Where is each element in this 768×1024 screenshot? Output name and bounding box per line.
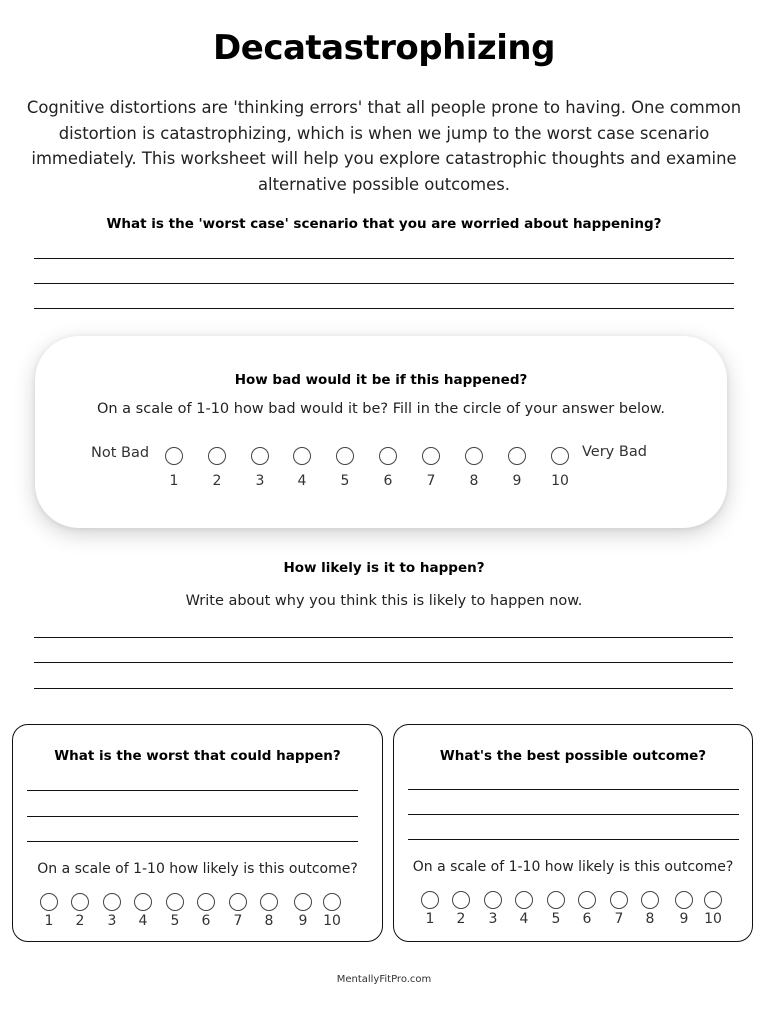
worst-case-answer-line-1[interactable] [34, 258, 734, 259]
worst-outcome-line-3[interactable] [27, 841, 358, 842]
how-bad-option-4-number: 4 [297, 473, 307, 489]
how-likely-answer-line-3[interactable] [34, 688, 733, 689]
best-outcome-option-3-number: 3 [488, 911, 498, 927]
worst-outcome-option-7-number: 7 [233, 913, 243, 929]
best-outcome-option-8-circle[interactable] [641, 891, 659, 909]
how-bad-card [35, 336, 727, 528]
not-bad-label: Not Bad [91, 445, 150, 461]
how-likely-question: How likely is it to happen? [283, 560, 485, 576]
best-outcome-option-4-number: 4 [519, 911, 529, 927]
how-bad-option-5-number: 5 [340, 473, 350, 489]
worst-outcome-option-9-number: 9 [298, 913, 308, 929]
how-bad-option-10-number: 10 [551, 473, 569, 489]
best-outcome-option-3-circle[interactable] [484, 891, 502, 909]
best-outcome-line-2[interactable] [408, 814, 739, 815]
how-bad-option-1-circle[interactable] [165, 447, 183, 465]
worst-outcome-line-2[interactable] [27, 816, 358, 817]
best-outcome-option-5-circle[interactable] [547, 891, 565, 909]
best-outcome-option-4-circle[interactable] [515, 891, 533, 909]
worst-case-question: What is the 'worst case' scenario that you are worried about happening? [106, 216, 662, 232]
worst-outcome-option-6-circle[interactable] [197, 893, 215, 911]
very-bad-label: Very Bad [582, 444, 647, 460]
how-likely-instruction: Write about why you think this is likely to happen now. [185, 593, 583, 609]
worst-outcome-option-5-number: 5 [170, 913, 180, 929]
how-bad-option-3-number: 3 [255, 473, 265, 489]
how-bad-option-4-circle[interactable] [293, 447, 311, 465]
worst-outcome-scale-prompt: On a scale of 1-10 how likely is this outcome? [37, 861, 358, 877]
worst-outcome-option-1-circle[interactable] [40, 893, 58, 911]
how-bad-option-10-circle[interactable] [551, 447, 569, 465]
worst-outcome-option-2-number: 2 [75, 913, 85, 929]
how-bad-question: How bad would it be if this happened? [234, 372, 528, 388]
how-bad-option-9-number: 9 [512, 473, 522, 489]
worst-outcome-option-6-number: 6 [201, 913, 211, 929]
how-bad-option-9-circle[interactable] [508, 447, 526, 465]
best-outcome-option-9-number: 9 [679, 911, 689, 927]
how-likely-answer-line-1[interactable] [34, 637, 733, 638]
how-bad-option-1-number: 1 [169, 473, 179, 489]
how-bad-option-8-circle[interactable] [465, 447, 483, 465]
how-bad-option-8-number: 8 [469, 473, 479, 489]
how-bad-option-3-circle[interactable] [251, 447, 269, 465]
how-bad-option-6-number: 6 [383, 473, 393, 489]
page-title: Decatastrophizing [213, 28, 555, 68]
worst-outcome-option-7-circle[interactable] [229, 893, 247, 911]
how-bad-option-6-circle[interactable] [379, 447, 397, 465]
best-outcome-option-2-number: 2 [456, 911, 466, 927]
worst-outcome-option-2-circle[interactable] [71, 893, 89, 911]
worst-outcome-option-4-circle[interactable] [134, 893, 152, 911]
best-outcome-option-6-number: 6 [582, 911, 592, 927]
best-outcome-option-5-number: 5 [551, 911, 561, 927]
best-outcome-option-7-number: 7 [614, 911, 624, 927]
worst-outcome-option-4-number: 4 [138, 913, 148, 929]
how-bad-option-2-circle[interactable] [208, 447, 226, 465]
worst-outcome-option-10-number: 10 [323, 913, 341, 929]
worst-outcome-option-3-number: 3 [107, 913, 117, 929]
best-outcome-option-10-number: 10 [704, 911, 722, 927]
best-outcome-line-1[interactable] [408, 789, 739, 790]
best-outcome-option-9-circle[interactable] [675, 891, 693, 909]
worst-outcome-option-5-circle[interactable] [166, 893, 184, 911]
worst-case-answer-line-2[interactable] [34, 283, 734, 284]
best-outcome-option-6-circle[interactable] [578, 891, 596, 909]
how-bad-option-2-number: 2 [212, 473, 222, 489]
footer-url: MentallyFitPro.com [336, 974, 432, 985]
best-outcome-option-7-circle[interactable] [610, 891, 628, 909]
how-likely-answer-line-2[interactable] [34, 662, 733, 663]
worst-case-answer-line-3[interactable] [34, 308, 734, 309]
how-bad-option-7-number: 7 [426, 473, 436, 489]
worst-outcome-line-1[interactable] [27, 790, 358, 791]
best-outcome-line-3[interactable] [408, 839, 739, 840]
best-outcome-option-1-number: 1 [425, 911, 435, 927]
worst-outcome-option-3-circle[interactable] [103, 893, 121, 911]
best-outcome-option-8-number: 8 [645, 911, 655, 927]
worst-outcome-option-1-number: 1 [44, 913, 54, 929]
worst-outcome-option-8-circle[interactable] [260, 893, 278, 911]
how-bad-instruction: On a scale of 1-10 how bad would it be? Fill in the circle of your answer below. [96, 401, 666, 417]
best-outcome-option-1-circle[interactable] [421, 891, 439, 909]
how-bad-option-7-circle[interactable] [422, 447, 440, 465]
best-outcome-option-10-circle[interactable] [704, 891, 722, 909]
how-bad-option-5-circle[interactable] [336, 447, 354, 465]
worst-outcome-option-8-number: 8 [264, 913, 274, 929]
best-outcome-box [393, 724, 753, 942]
worst-outcome-option-10-circle[interactable] [323, 893, 341, 911]
best-outcome-option-2-circle[interactable] [452, 891, 470, 909]
best-outcome-question: What's the best possible outcome? [439, 748, 707, 764]
worst-outcome-question: What is the worst that could happen? [54, 748, 341, 764]
intro-paragraph: Cognitive distortions are 'thinking errors' that all people prone to having. One common distortion is catastrophizing, which is when we jump to the worst case scenario immediately. This worksheet will help you explore catastrophic thoughts and examine alternative possible outcomes. [26, 98, 742, 194]
best-outcome-scale-prompt: On a scale of 1-10 how likely is this outcome? [412, 859, 734, 875]
worst-outcome-box [12, 724, 383, 942]
worst-outcome-option-9-circle[interactable] [294, 893, 312, 911]
